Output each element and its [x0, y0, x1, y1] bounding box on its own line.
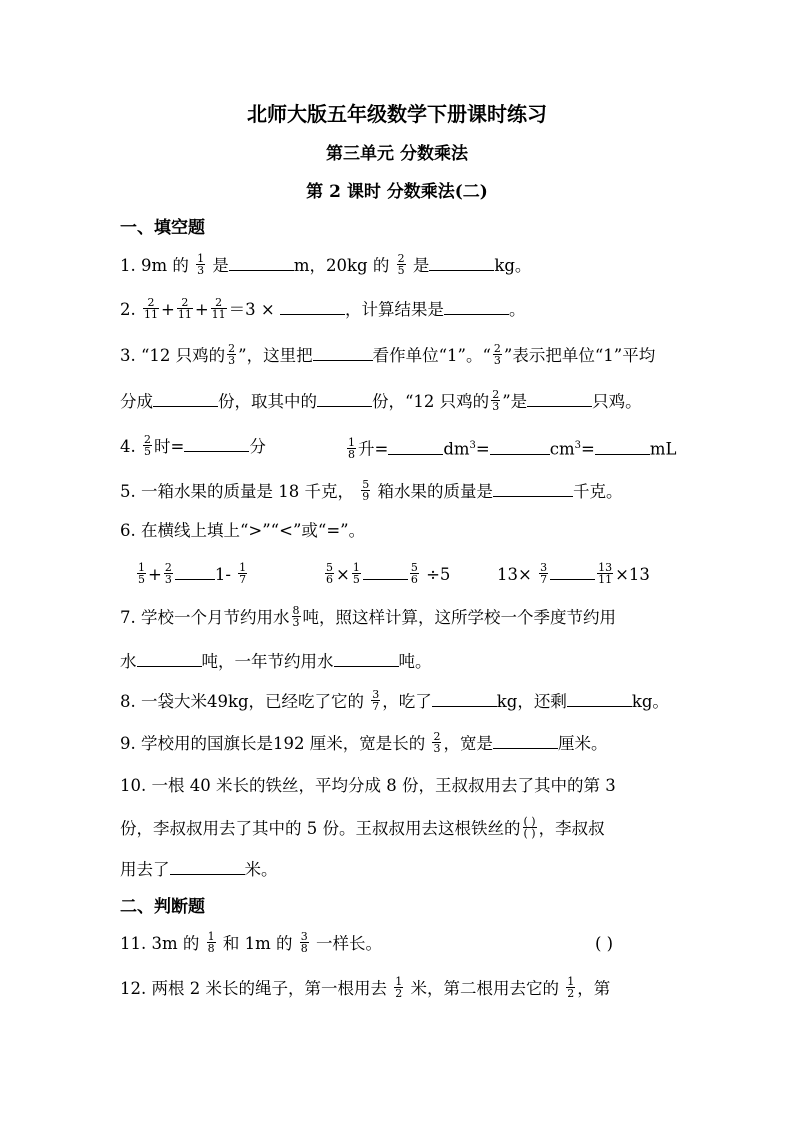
- q10-text-e: 米。: [244, 860, 278, 879]
- q9-text-c: 厘米。: [557, 734, 608, 753]
- q3-text-c: 看作单位“1”。“: [372, 346, 491, 365]
- q11-text-a: 11. 3m 的: [120, 934, 200, 953]
- fraction-1-8: $\frac{1}{8}$: [348, 435, 355, 461]
- q1-text-d: 是: [412, 256, 430, 275]
- q2-text-a: 2.: [120, 300, 136, 319]
- question-3-line-2: [120, 390, 642, 414]
- answer-blank[interactable]: [388, 438, 443, 455]
- q10-text-d: 用去了: [120, 860, 170, 879]
- superscript-3: 3: [469, 440, 476, 451]
- answer-blank[interactable]: [527, 390, 592, 407]
- answer-blank[interactable]: [550, 563, 595, 580]
- q5-text-b: 箱水果的质量是: [377, 482, 493, 501]
- q1-text-c: m，20kg 的: [293, 256, 390, 275]
- question-4: [120, 435, 266, 459]
- q1-text-b: 是: [212, 256, 229, 275]
- question-10-line-2: [120, 815, 605, 841]
- times-sign: ×: [336, 565, 350, 584]
- fraction-2-3: $\frac{2}{3}$: [492, 388, 500, 413]
- q3-text-e: 分成: [120, 392, 153, 411]
- q9-text-a: 9. 学校用的国旗长是192 厘米，宽是长的: [120, 734, 426, 753]
- answer-blank[interactable]: [363, 563, 408, 580]
- q5-text-c: 千克。: [572, 482, 623, 501]
- fraction-1-5: $\frac{1}{5}$: [352, 561, 360, 586]
- q3-text-h: ”是: [502, 392, 528, 411]
- answer-blank[interactable]: [490, 438, 550, 455]
- q2-text-c: ，计算结果是: [344, 300, 444, 319]
- fraction-2-3: $\frac{2}{3}$: [493, 342, 501, 367]
- q11-text-c: 一样长。: [316, 934, 383, 953]
- fraction-2-5: $\frac{2}{5}$: [144, 433, 151, 458]
- q4-text-b: 时=: [154, 437, 185, 456]
- superscript-3: 3: [574, 440, 582, 451]
- fraction-blank[interactable]: ( ) ( ): [523, 815, 536, 840]
- q4-text-c: 分: [249, 437, 266, 456]
- q1-text-a: 1. 9m 的: [120, 256, 189, 275]
- q4-text-a: 4.: [120, 437, 136, 456]
- plus-sign: +: [194, 300, 209, 319]
- fraction-1-2: $\frac{1}{2}$: [395, 975, 403, 1000]
- question-11: [120, 930, 383, 956]
- question-12: [120, 975, 611, 1001]
- fraction-5-6: $\frac{5}{6}$: [326, 561, 333, 586]
- fraction-2-11: $\frac{2}{11}$: [211, 296, 226, 321]
- q2-text-b: ＝3 ×: [228, 300, 275, 319]
- answer-blank[interactable]: [595, 438, 650, 455]
- fraction-8-3: $\frac{8}{3}$: [292, 604, 300, 629]
- q12-text-b: 米，第二根用去它的: [410, 979, 559, 998]
- q8-text-b: ，吃了: [382, 692, 432, 711]
- question-3-line-1: [120, 344, 655, 368]
- q6-text-1: 1-: [214, 565, 231, 584]
- question-7-line-1: [120, 604, 616, 630]
- q4-text-g: cm: [549, 439, 575, 459]
- q9-text-b: ，宽是: [443, 734, 493, 753]
- question-5: [120, 480, 622, 504]
- q3-text-d: ”表示把单位“1”平均: [503, 346, 656, 365]
- q1-text-e: kg。: [494, 256, 532, 275]
- q7-text-e: 吨。: [398, 652, 432, 671]
- question-8: [120, 690, 669, 714]
- section-judge-heading: 二、判断题: [120, 897, 205, 917]
- q2-text-d: 。: [508, 300, 526, 319]
- answer-blank[interactable]: [567, 690, 632, 707]
- worksheet-title: 北师大版五年级数学下册课时练习: [247, 102, 547, 126]
- answer-blank[interactable]: [313, 344, 373, 361]
- q3-text-i: 只鸡。: [592, 392, 642, 411]
- q8-text-a: 8. 一袋大米49kg，已经吃了它的: [120, 692, 365, 711]
- unit-title: 第三单元 分数乘法: [326, 144, 468, 164]
- answer-blank[interactable]: [334, 650, 399, 667]
- q10-text-c: ，李叔叔: [538, 819, 605, 838]
- answer-blank[interactable]: [444, 298, 509, 315]
- fraction-13-11: $\frac{13}{11}$: [598, 561, 613, 586]
- answer-blank[interactable]: [493, 480, 573, 497]
- question-6-item-3: [497, 563, 650, 587]
- question-2: [120, 298, 525, 322]
- fraction-2-3: $\frac{2}{3}$: [164, 561, 172, 586]
- answer-blank[interactable]: [429, 254, 494, 271]
- question-4-part-2: [345, 435, 676, 462]
- question-10-line-3: [120, 858, 278, 881]
- q11-text-b: 和 1m 的: [222, 934, 293, 953]
- fraction-2-11: $\frac{2}{11}$: [177, 296, 192, 321]
- lesson-title: 第 2 课时 分数乘法(二): [306, 182, 488, 202]
- fraction-3-7: $\frac{3}{7}$: [540, 561, 548, 586]
- fraction-1-8: $\frac{1}{8}$: [207, 930, 215, 955]
- fraction-3-8: $\frac{3}{8}$: [300, 930, 308, 955]
- answer-blank[interactable]: [317, 390, 372, 407]
- question-6: 6. 在横线上填上“>”“<”或“=”。: [120, 521, 366, 540]
- fraction-1-5: $\frac{1}{5}$: [138, 561, 145, 586]
- q3-text-g: 份，“12 只鸡的: [372, 392, 490, 411]
- q4-text-d: 升=: [358, 439, 389, 459]
- answer-blank[interactable]: [184, 435, 249, 452]
- q3-text-a: 3. “12 只鸡的: [120, 346, 226, 365]
- q8-text-c: kg，还剩: [496, 692, 567, 711]
- answer-blank[interactable]: [493, 732, 558, 749]
- section-fill-heading: 一、填空题: [120, 218, 205, 238]
- q3-text-f: 份，取其中的: [218, 392, 317, 411]
- answer-blank[interactable]: [175, 563, 215, 580]
- q4-text-h: =: [581, 439, 595, 459]
- fraction-5-9: $\frac{5}{9}$: [362, 478, 370, 503]
- answer-blank[interactable]: [137, 650, 202, 667]
- question-1: [120, 254, 531, 278]
- q6-text-2: ÷5: [426, 565, 451, 584]
- plus-sign: +: [161, 300, 175, 319]
- fraction-1-7: $\frac{1}{7}$: [239, 561, 247, 586]
- answer-blank[interactable]: [229, 254, 294, 271]
- fraction-2-3: $\frac{2}{3}$: [228, 342, 236, 367]
- q12-text-c: ，第: [577, 979, 611, 998]
- fraction-3-7: $\frac{3}{7}$: [372, 688, 380, 713]
- question-6-item-2: [323, 563, 450, 587]
- q7-text-c: 水: [120, 652, 137, 671]
- q12-text-a: 12. 两根 2 米长的绳子，第一根用去: [120, 979, 387, 998]
- q5-text-a: 5. 一箱水果的质量是 18 千克，: [120, 482, 354, 501]
- plus-sign: +: [148, 565, 162, 584]
- q4-text-f: =: [475, 439, 490, 459]
- fraction-2-11: $\frac{2}{11}$: [144, 296, 158, 321]
- fraction-1-2: $\frac{1}{2}$: [567, 975, 575, 1000]
- question-10-line-1: 10. 一根 40 米长的铁丝，平均分成 8 份，王叔叔用去了其中的第 3: [120, 776, 616, 795]
- q3-text-b: ”，这里把: [238, 346, 313, 365]
- answer-blank[interactable]: [280, 298, 345, 315]
- q4-text-e: dm: [443, 439, 470, 459]
- question-7-line-2: [120, 650, 432, 673]
- q6-text-3a: 13×: [497, 565, 532, 584]
- q6-text-3b: ×13: [615, 565, 650, 584]
- q7-text-d: 吨，一年节约用水: [201, 652, 334, 671]
- answer-blank[interactable]: [153, 390, 218, 407]
- fraction-1-3: $\frac{1}{3}$: [197, 252, 205, 277]
- answer-blank[interactable]: [170, 858, 245, 875]
- q7-text-b: 吨，照这样计算，这所学校一个季度节约用: [302, 608, 616, 627]
- answer-blank[interactable]: [432, 690, 497, 707]
- q10-text-b: 份，李叔叔用去了其中的 5 份。王叔叔用去这根铁丝的: [120, 819, 521, 838]
- q8-text-d: kg。: [631, 692, 669, 711]
- q7-text-a: 7. 学校一个月节约用水: [120, 608, 290, 627]
- fraction-5-6: $\frac{5}{6}$: [410, 561, 418, 586]
- fraction-2-5: $\frac{2}{5}$: [397, 252, 405, 277]
- q4-text-i: mL: [649, 439, 677, 459]
- judge-answer-paren[interactable]: ( ): [595, 934, 614, 953]
- question-6-item-1: [135, 563, 249, 587]
- fraction-2-3: $\frac{2}{3}$: [433, 730, 441, 755]
- question-9: [120, 732, 607, 756]
